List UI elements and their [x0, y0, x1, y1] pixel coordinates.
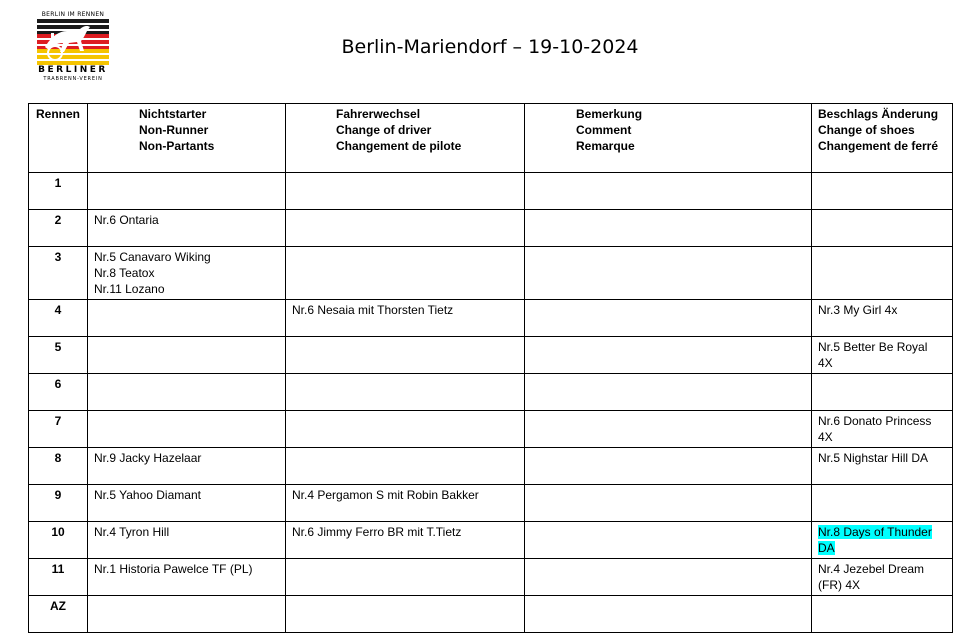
nonrunner-cell: [88, 374, 286, 411]
driver-change-cell: [286, 559, 525, 596]
nonrunner-cell: [88, 596, 286, 633]
nonrunner-cell: [88, 337, 286, 374]
nonrunner-cell: [88, 485, 286, 522]
driver-change-cell: [286, 374, 525, 411]
table-header-row: [29, 104, 953, 173]
header-driver-change: Fahrerwechsel Change of driver Changement de pilote: [286, 104, 525, 173]
cell-text-line: Nr.9 Jacky Hazelaar: [94, 451, 202, 465]
logo-top-text: BERLIN IM RENNEN: [41, 11, 105, 18]
highlighted-text: DA: [818, 541, 835, 555]
page-title: Berlin-Mariendorf – 19-10-2024: [341, 36, 639, 58]
shoe-change-cell: [812, 300, 953, 337]
cell-text-line: Nr.6 Ontaria: [94, 213, 159, 227]
comment-cell: [525, 337, 812, 374]
race-number-cell: AZ: [29, 596, 88, 633]
driver-change-cell: [286, 596, 525, 633]
table-row: [29, 337, 953, 374]
race-number-cell: 1: [29, 173, 88, 210]
comment-cell: [525, 247, 812, 300]
driver-change-cell: [286, 411, 525, 448]
logo-mid-text: BERLINER: [38, 65, 108, 75]
cell-text-line: Nr.5 Better Be Royal: [818, 340, 928, 354]
cell-text-line: (FR) 4X: [818, 578, 860, 592]
nonrunner-cell: [88, 300, 286, 337]
table-row: [29, 374, 953, 411]
shoe-change-cell: [812, 522, 953, 559]
comment-cell: [525, 374, 812, 411]
table-row: [29, 596, 953, 633]
race-number-cell: 8: [29, 448, 88, 485]
table-row: [29, 173, 953, 210]
shoe-change-cell: [812, 247, 953, 300]
header-shoe-change: Beschlags Änderung Change of shoes Changement de ferré: [812, 104, 953, 173]
driver-change-cell: [286, 210, 525, 247]
race-number-cell: 11: [29, 559, 88, 596]
header-nonrunner: Nichtstarter Non-Runner Non-Partants: [88, 104, 286, 173]
race-number-cell: 7: [29, 411, 88, 448]
shoe-change-cell: [812, 411, 953, 448]
race-number-cell: 4: [29, 300, 88, 337]
header-race: Rennen: [29, 104, 88, 173]
comment-cell: [525, 300, 812, 337]
nonrunner-cell: [88, 559, 286, 596]
table-row: [29, 559, 953, 596]
race-number-cell: 10: [29, 522, 88, 559]
shoe-change-cell: [812, 559, 953, 596]
highlighted-text: Nr.8 Days of Thunder: [818, 525, 932, 539]
cell-text-line: Nr.8 Teatox: [94, 266, 155, 280]
shoe-change-cell: [812, 173, 953, 210]
nonrunner-cell: [88, 210, 286, 247]
cell-text-line: 4X: [818, 356, 833, 370]
driver-change-cell: [286, 448, 525, 485]
nonrunner-cell: [88, 448, 286, 485]
comment-cell: [525, 485, 812, 522]
cell-text-line: Nr.4 Pergamon S mit Robin Bakker: [292, 488, 479, 502]
comment-cell: [525, 173, 812, 210]
driver-change-cell: [286, 247, 525, 300]
cell-text-line: Nr.5 Nighstar Hill DA: [818, 451, 929, 465]
shoe-change-cell: [812, 210, 953, 247]
shoe-change-cell: [812, 448, 953, 485]
driver-change-cell: [286, 173, 525, 210]
table-row: [29, 300, 953, 337]
driver-change-cell: [286, 337, 525, 374]
cell-text-line: Nr.5 Yahoo Diamant: [94, 488, 201, 502]
logo-bottom-text: TRABRENN-VEREIN: [43, 76, 103, 82]
cell-text-line: Nr.4 Tyron Hill: [94, 525, 170, 539]
comment-cell: [525, 448, 812, 485]
nonrunner-cell: [88, 247, 286, 300]
cell-text-line: Nr.6 Nesaia mit Thorsten Tietz: [292, 303, 454, 317]
cell-text-line: Nr.3 My Girl 4x: [818, 303, 898, 317]
shoe-change-cell: [812, 596, 953, 633]
cell-text-line: 4X: [818, 430, 833, 444]
shoe-change-cell: [812, 374, 953, 411]
table-row: [29, 485, 953, 522]
comment-cell: [525, 559, 812, 596]
shoe-change-cell: [812, 337, 953, 374]
comment-cell: [525, 596, 812, 633]
nonrunner-cell: [88, 173, 286, 210]
race-number-cell: 9: [29, 485, 88, 522]
cell-text-line: Nr.6 Donato Princess: [818, 414, 932, 428]
driver-change-cell: [286, 485, 525, 522]
cell-text-line: Nr.6 Jimmy Ferro BR mit T.Tietz: [292, 525, 462, 539]
table-row: [29, 448, 953, 485]
race-number-cell: 6: [29, 374, 88, 411]
cell-text-line: Nr.1 Historia Pawelce TF (PL): [94, 562, 253, 576]
table-row: [29, 210, 953, 247]
driver-change-cell: [286, 522, 525, 559]
race-number-cell: 2: [29, 210, 88, 247]
nonrunner-cell: [88, 522, 286, 559]
comment-cell: [525, 411, 812, 448]
driver-change-cell: [286, 300, 525, 337]
nonrunner-cell: [88, 411, 286, 448]
comment-cell: [525, 210, 812, 247]
comment-cell: [525, 522, 812, 559]
race-changes-table: [28, 103, 953, 633]
shoe-change-cell: [812, 485, 953, 522]
header-comment: Bemerkung Comment Remarque: [525, 104, 812, 173]
cell-text-line: Nr.5 Canavaro Wiking: [94, 250, 211, 264]
table-row: [29, 522, 953, 559]
table-row: [29, 247, 953, 300]
race-number-cell: 3: [29, 247, 88, 300]
table-row: [29, 411, 953, 448]
race-number-cell: 5: [29, 337, 88, 374]
cell-text-line: Nr.11 Lozano: [94, 282, 165, 296]
cell-text-line: Nr.4 Jezebel Dream: [818, 562, 925, 576]
